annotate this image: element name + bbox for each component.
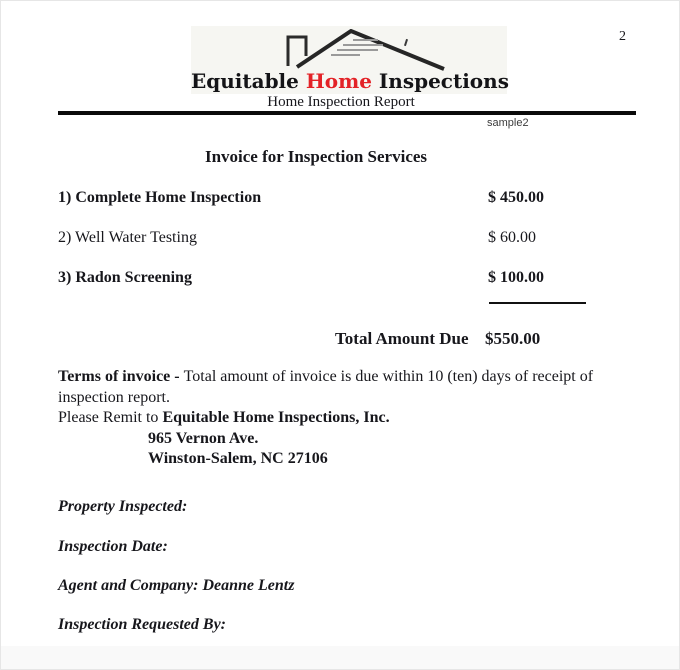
terms-paragraph bbox=[58, 367, 641, 408]
page-bottom-edge bbox=[1, 646, 680, 670]
page-number: 2 bbox=[619, 29, 626, 44]
line-item-label: 2) Well Water Testing bbox=[58, 229, 197, 246]
remit-company-name: Equitable Home Inspections, Inc. bbox=[162, 409, 390, 426]
field-agent-and-company: Agent and Company: Deanne Lentz bbox=[58, 577, 295, 594]
brand-word-home: Home bbox=[305, 69, 372, 93]
line-item-label: 1) Complete Home Inspection bbox=[58, 189, 262, 206]
terms-heading: Terms of invoice - bbox=[58, 368, 184, 385]
sample-watermark: sample2 bbox=[487, 117, 529, 129]
line-item-amount: $ 60.00 bbox=[488, 229, 536, 246]
remit-address-street: 965 Vernon Ave. bbox=[148, 429, 259, 447]
total-due-amount: $550.00 bbox=[485, 329, 541, 348]
total-due-label: Total Amount Due bbox=[335, 329, 469, 348]
terms-section bbox=[58, 367, 641, 470]
remit-address-city: Winston-Salem, NC 27106 bbox=[148, 450, 328, 467]
report-title: Home Inspection Report bbox=[267, 94, 415, 110]
invoice-section-title: Invoice for Inspection Services bbox=[204, 147, 428, 166]
brand-name bbox=[191, 69, 507, 93]
remit-prefix: Please Remit to bbox=[58, 409, 163, 426]
terms-body: Total amount of invoice is due within 10 (ten) days of receipt of inspection report. bbox=[58, 368, 594, 406]
brand-word-inspections: Inspections bbox=[371, 69, 509, 93]
company-logo bbox=[191, 26, 507, 94]
header-divider-rule bbox=[58, 111, 636, 115]
subtotal-rule bbox=[489, 302, 586, 304]
house-roof-chimney-icon bbox=[281, 29, 451, 74]
field-property-inspected: Property Inspected: bbox=[58, 498, 188, 515]
brand-word-equitable: Equitable bbox=[191, 69, 306, 93]
field-inspection-date: Inspection Date: bbox=[58, 538, 168, 555]
remit-line bbox=[58, 408, 641, 429]
line-item-amount: $ 450.00 bbox=[488, 189, 544, 206]
line-item-amount: $ 100.00 bbox=[488, 269, 544, 286]
line-item-label: 3) Radon Screening bbox=[58, 269, 192, 286]
field-inspection-requested-by: Inspection Requested By: bbox=[58, 616, 226, 633]
